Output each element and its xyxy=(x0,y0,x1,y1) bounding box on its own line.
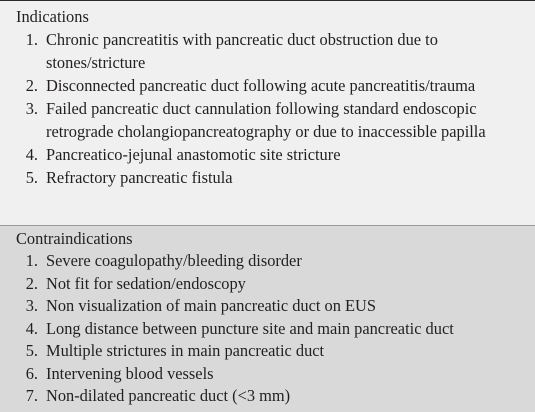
list-item xyxy=(16,143,527,166)
contraindications-list xyxy=(16,250,527,408)
item-number: 1. xyxy=(25,251,38,270)
indications-heading: Indications xyxy=(16,7,89,26)
list-item xyxy=(16,74,527,97)
item-text: Severe coagulopathy/bleeding disorder xyxy=(46,251,302,270)
item-text: Not fit for sedation/endoscopy xyxy=(46,273,246,293)
list-item xyxy=(16,273,527,296)
list-item xyxy=(16,250,527,273)
item-number: 3. xyxy=(25,296,38,315)
item-text: Non-dilated pancreatic duct (<3 mm) xyxy=(46,386,291,405)
item-text: Pancreatico-jejunal anastomotic site stricture xyxy=(46,145,341,164)
contraindications-heading: Contraindications xyxy=(16,229,133,248)
item-text: Non visualization of main pancreatic duct on EUS xyxy=(46,296,376,315)
list-item xyxy=(16,385,527,408)
list-item xyxy=(16,318,527,341)
item-number: 6. xyxy=(25,363,38,383)
list-item xyxy=(16,166,527,189)
list-item xyxy=(16,295,527,318)
item-number: 4. xyxy=(25,145,38,164)
indications-list xyxy=(16,28,527,189)
item-number: 7. xyxy=(25,386,38,405)
item-number: 1. xyxy=(25,30,38,49)
list-item xyxy=(16,363,527,386)
item-number: 2. xyxy=(25,76,38,95)
list-item xyxy=(16,340,527,363)
item-number: 5. xyxy=(25,341,38,360)
item-text: Failed pancreatic duct cannulation following standard endoscopic retrograde cholangiopancreatography or due to inaccessible papilla xyxy=(46,99,486,141)
item-text: Intervening blood vessels xyxy=(46,363,214,383)
item-text: Chronic pancreatitis with pancreatic duct obstruction due to stones/stricture xyxy=(46,30,438,72)
item-number: 5. xyxy=(25,168,38,187)
item-number: 2. xyxy=(25,273,38,293)
indications-section xyxy=(0,1,535,225)
item-text: Long distance between puncture site and main pancreatic duct xyxy=(46,318,454,338)
item-text: Refractory pancreatic fistula xyxy=(46,168,233,187)
contraindications-section xyxy=(0,225,535,412)
item-number: 3. xyxy=(25,99,38,118)
item-text: Multiple strictures in main pancreatic duct xyxy=(46,341,325,360)
item-text: Disconnected pancreatic duct following acute pancreatitis/trauma xyxy=(46,76,476,95)
list-item xyxy=(16,97,527,143)
item-number: 4. xyxy=(25,318,38,338)
list-item xyxy=(16,28,527,74)
